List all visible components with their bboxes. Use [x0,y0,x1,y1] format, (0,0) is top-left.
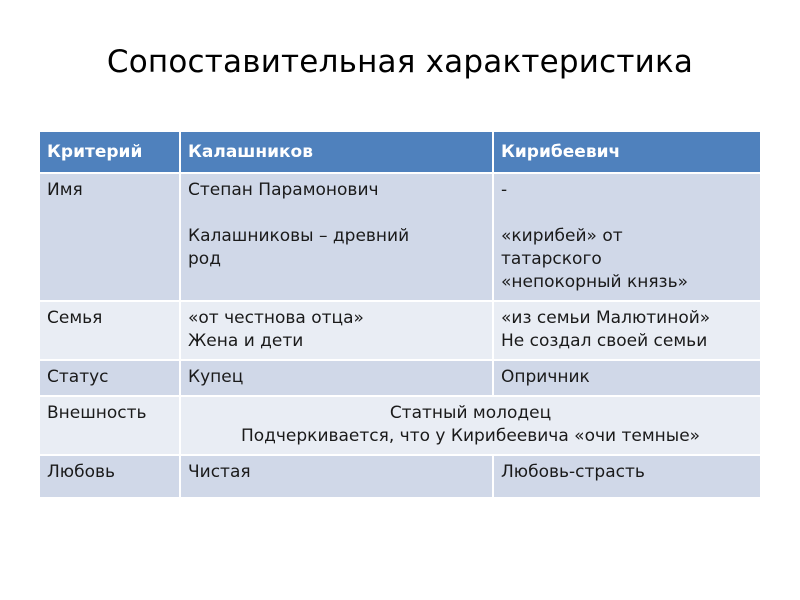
cell-line: Степан Парамонович [188,180,379,200]
cell-line: Жена и дети [188,331,304,351]
table-header-row [40,132,761,173]
criterion-cell: Имя [40,173,180,301]
kalashnikov-cell [180,173,493,301]
cell-line: «из семьи Малютиной» [501,308,711,328]
shared-cell [180,396,761,455]
cell-line: «непокорный князь» [501,272,689,292]
kalashnikov-cell: Чистая [180,455,493,498]
cell-line: Не создал своей семьи [501,331,708,351]
header-criterion: Критерий [40,132,180,173]
criterion-cell: Любовь [40,455,180,498]
cell-line: - [501,180,508,200]
kiribeevich-cell [493,173,761,301]
cell-line: «от честнова отца» [188,308,364,328]
table-row-status [40,360,761,396]
kiribeevich-cell [493,301,761,360]
cell-line: «кирибей» от [501,226,623,246]
table-row-appearance [40,396,761,455]
table-row-name [40,173,761,301]
cell-line: Подчеркивается, что у Кирибеевича «очи темные» [240,426,701,446]
header-kiribeevich: Кирибеевич [493,132,761,173]
cell-line: татарского [501,249,602,269]
criterion-cell: Статус [40,360,180,396]
header-kalashnikov: Калашников [180,132,493,173]
kiribeevich-cell: Любовь-страсть [493,455,761,498]
cell-line: Калашниковы – древний [188,226,410,246]
table-row-love [40,455,761,498]
cell-line: род [188,249,221,269]
kalashnikov-cell: Купец [180,360,493,396]
slide-title: Сопоставительная характеристика [106,44,694,80]
kiribeevich-cell: Опричник [493,360,761,396]
cell-line: Статный молодец [389,403,552,423]
criterion-cell: Семья [40,301,180,360]
table-row-family [40,301,761,360]
criterion-cell: Внешность [40,396,180,455]
kalashnikov-cell [180,301,493,360]
comparison-table [40,132,762,499]
